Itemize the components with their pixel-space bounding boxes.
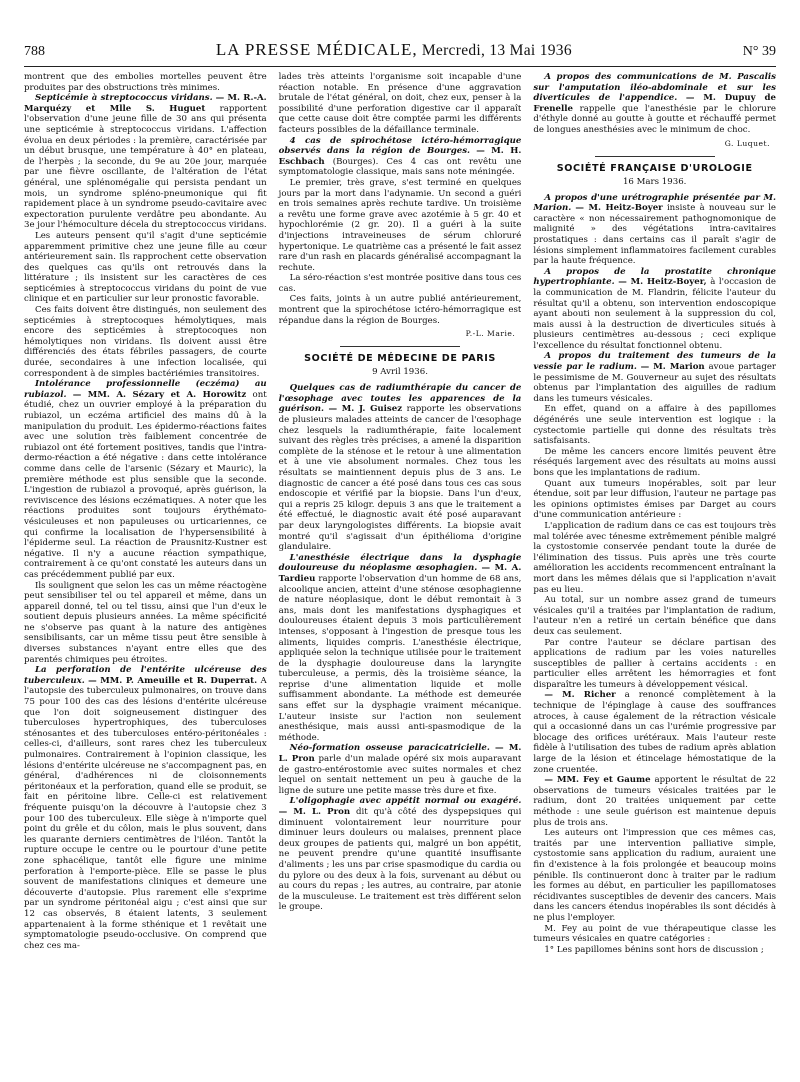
- abstract-heading: [24, 379, 267, 580]
- abstract-title: Quelques cas de radiumthérapie du cancer de l'œsophage avec toutes les apparences de la guérison.: [278, 383, 522, 415]
- abstract-text: ont étudié, chez un ouvrier employé à la préparation du rubiazol, un eczéma artificiel des mains dû à la manipulation du produit. Les épidermo-réactions faites avec une solution très faiblement concentrée de rubiazol ont été fortement positives, tandis que l'intra-dermo-réaction a été négative : dans cette intolérance comme dans celle de l'arsenic (Sézary et Mauric), la première méthode est plus sensible que la seconde. L'ingestion de rubiazol a provoqué, après guérison, la reviviscence des lésions eczématiques. A noter que les réactions produites sont toujours érythémato-vésiculeuses et non papuleuses ou urticariennes, ce qui confirme la localisation de l'hypersensibilité à l'épiderme seul. La réaction de Prausnitz-Kustner est négative. Il n'y a aucune réaction sympathique, contrairement à ce qu'ont constaté les auteurs dans un cas précédemment publié par eux.: [24, 389, 267, 580]
- abstract-text: parle d'un malade opéré six mois auparavant de gastro-entérostomie avec suites normales et chez lequel on sentait nettement un peu à gauche de la ligne de suture une petite masse très dure et fixe.: [278, 754, 522, 796]
- abstract-heading: [533, 351, 776, 404]
- abstract-heading: [24, 665, 267, 951]
- abstract-heading: [279, 743, 522, 796]
- abstract-authors: — MM. P. Ameuille et R. Duperrat.: [88, 675, 258, 686]
- society-title: SOCIÉTÉ FRANÇAISE D'UROLOGIE: [556, 162, 753, 174]
- abstract-authors: — M. L. Pron: [278, 807, 351, 817]
- abstract-authors: — M. Richer: [544, 690, 616, 701]
- column-3: [531, 72, 776, 1072]
- society-date: 16 Mars 1936.: [622, 176, 687, 187]
- text-columns: [24, 72, 776, 1072]
- abstract-authors: — MM. A. Sézary et A. Horowitz: [72, 389, 247, 400]
- paragraph: Au total, sur un nombre assez grand de tumeurs vésicales qu'il a traitées par l'implantation de radium, l'auteur n'en a retiré un certain bénéfice que dans deux cas seulement.: [533, 595, 777, 637]
- abstract-text: avoue partager le pessimisme de M. Gouverneur au sujet des résultats obtenus par l'implantation des aiguilles de radium dans les tumeurs vésicales.: [533, 362, 777, 404]
- abstract-authors: — M. R.-A. Marquézy et Mlle S. Huguet: [24, 93, 267, 114]
- abstract-title: Septicémie à streptococcus viridans.: [35, 93, 213, 104]
- page-header: [24, 40, 776, 67]
- abstract-text: rapportent l'observation d'une jeune fille de 30 ans qui présenta une septicémie à streptococcus viridans. L'affection évolua en deux périodes : la première, caractérisée par un début brusque, une température à 40° en plateau, de l'herpès ; la seconde, du 9e au 20e jour, marquée par une fièvre oscillante, de l'altération de l'état général, une splénomégalie qui persista pendant un mois, un syndrome spléno-pneumonique qui fit rapidement place à un syndrome pseudo-cavitaire avec expectoration purulente verdâtre peu abondante. Au 3e jour l'hémoculture décela du streptococcus viridans.: [24, 103, 267, 231]
- abstract-authors: — M. Heitz-Boyer,: [618, 277, 707, 288]
- section-divider: [595, 156, 715, 157]
- paragraph: Le premier, très grave, s'est terminé en quelques jours par la mort dans l'adynamie. Un second a guéri en trois semaines après rechute tardive. Un troisième a revêtu une forme grave avec azotémie à 5 gr. 40 et hypochlorémie (2 gr. 20). Il a guéri à la suite d'injections intraveineuses de sérum chloruré hypertonique. Le quatrième cas a présenté le fait assez rare d'un rash en placards généralisé accompagnant la rechute.: [278, 177, 522, 273]
- abstract-title: Néo-formation osseuse paracicatricielle.: [289, 743, 490, 754]
- abstract-authors: — M. L. Pron: [278, 743, 522, 765]
- paragraph: Quant aux tumeurs inopérables, soit par leur étendue, soit par leur diffusion, l'auteur ne partage pas les opinions optimistes émises par Darget au cours d'une communication antérieure :: [533, 478, 777, 521]
- abstract-title: A propos des communications de M. Pascalis sur l'amputation iléo-abdominale et sur les diverticules de l'appendice.: [533, 72, 777, 104]
- abstract-authors: — M. Heitz-Boyer: [575, 203, 663, 214]
- abstract-heading: [279, 796, 522, 913]
- abstract-heading: [24, 93, 267, 231]
- paragraph: Les auteurs ont l'impression que ces mêmes cas, traités par une intervention palliative simple, cystostomie sans application du radium, auraient une fin d'existence à la fois prolongée et beaucoup moins pénible. Ils continueront donc à traiter par le radium les formes au début, en particulier les papillomatoses récidivantes susceptibles de devenir des cancers. Mais dans les cancers étendus inopérables ils sont décidés à ne plus l'employer.: [533, 828, 777, 923]
- running-title: [216, 40, 572, 60]
- abstract-text: rapporte les observations de plusieurs malades atteints de cancer de l'œsophage chez lesquels la radiumthérapie, faite localement suivant des règles très précises, a amené la disparition complète de la sténose et le retour à une alimentation et à une vie absolument normales. Chez tous les résultats se maintiennent depuis plus de 3 ans. Le diagnostic de cancer a été posé dans tous ces cas sous endoscopie et vérifié par la biopsie. Dans l'un d'eux, qui a repris 25 kilogr. depuis 3 ans que le traitement a été effectué, le diagnostic avait été posé auparavant par deux laryngologistes différents. La biopsie avait montré qu'il s'agissait d'un épithélioma d'origine glandulaire.: [278, 404, 522, 553]
- paragraph: [533, 775, 776, 828]
- signature: P.-L. Marie.: [465, 329, 516, 339]
- society-date: 9 Avril 1936.: [372, 367, 428, 378]
- column-1: [24, 72, 267, 1072]
- abstract-text: (Bourges). Ces 4 cas ont revêtu une symptomatologie classique, mais sans note méningée.: [278, 156, 522, 178]
- paragraph: Ils soulignent que selon les cas un même réactogène peut sensibiliser tel ou tel appareil et même, dans un appareil donné, tel ou tel tissu, ainsi que l'un d'eux le soutient depuis plusieurs années. La même spécificité ne s'observe pas quant à la nature des antigènes sensibilisants, car un même tissu peut être sensible à diverses substances n'ayant entre elles que des parentés chimiques peu étroites.: [24, 580, 267, 665]
- abstract-text: A l'autopsie des tuberculeux pulmonaires, on trouve dans 75 pour 100 des cas des lésions d'entérite ulcéreuse que l'on doit soigneusement distinguer des tuberculoses hypertrophiques, des tuberculoses sténosantes et des tuberculoses entéro-péritonéales : celles-ci, d'ailleurs, sont rares chez les tuberculeux pulmonaires. Contrairement à l'opinion classique, les lésions d'entérite ulcéreuse ne s'accompagnent pas, en général, d'adhérences ni de cloisonnements péritonéaux et la perforation, quand elle se produit, se fait en péritoine libre. Celle-ci est relativement fréquente puisqu'on la découvre à l'autopsie chez 3 pour 100 des tuberculeux. Elle siège à n'importe quel point du grêle et du côlon, mais le plus souvent, dans les quarante derniers centimètres de l'iléon. Tantôt la rupture occupe le centre ou le pourtour d'une petite zone sphacélique, tantôt elle figure une minime perforation à l'emporte-pièce. Elle se passe le plus souvent de manifestations cliniques et demeure une découverte d'autopsie. Plus rarement elle s'exprime par un syndrome péritonéal aigu ; c'est ainsi que sur 12 cas observés, 8 étaient latents, 3 seulement appartenaient à la forme sthénique et 1 revêtait une symptomatologie pseudo-occlusive. On comprend que chez ces ma-: [24, 675, 267, 951]
- abstract-title: La perforation de l'entérite ulcéreuse des tuberculeux.: [24, 665, 267, 686]
- paragraph: [533, 690, 776, 775]
- signature: G. Luquet.: [724, 138, 771, 148]
- paragraph: Ces faits, joints à un autre publié antérieurement, montrent que la spirochétose ictéro-hémorragique est répandue dans la région de Bourges.: [278, 294, 522, 326]
- abstract-title: 4 cas de spirochétose ictéro-hémorragique observés dans la région de Bourges.: [278, 135, 522, 157]
- paragraph: Les auteurs pensent qu'il s'agit d'une septicémie apparemment primitive chez une jeune fille au cœur antérieurement sain. Ils rapprochent cette observation des quelques cas qu'ils ont retrouvés dans la littérature ; ils insistent sur les caractères de ces septicémies à streptococcus viridans du point de vue clinique et en particulier sur leur pronostic favorable.: [24, 230, 267, 305]
- abstract-authors: — M. J. Guisez: [328, 404, 403, 415]
- paragraph: M. Fey au point de vue thérapeutique classe les tumeurs vésicales en quatre catégories :: [533, 923, 777, 945]
- abstract-authors: — M. H. Eschbach: [278, 146, 522, 167]
- abstract-heading: [533, 267, 776, 352]
- paragraph: En effet, quand on a affaire à des papillomes dégénérés une seule intervention est logique : la cystectomie partielle qui donne des résultats très satisfaisants.: [533, 404, 777, 447]
- abstract-title: L'oligophagie avec appétit normal ou exagéré.: [289, 796, 522, 807]
- abstract-text: a renoncé complètement à la technique de l'épinglage à cause des souffrances atroces, à cause également de la rétraction vésicale qui a occasionné dans un cas l'urémie progressive par blocage des orifices urétéraux. Mais l'auteur reste fidèle à l'utilisation des tubes de radium après ablation large de la lésion et étincelage hémostatique de la zone cruentée.: [533, 690, 777, 775]
- abstract-heading: [533, 72, 776, 136]
- abstract-authors: — M. A. Tardieu: [278, 563, 522, 584]
- paragraph: lades très atteints l'organisme soit incapable d'une réaction notable. En présence d'une aggravation brutale de l'état général, on doit, chez eux, penser à la possibilité d'une perforation digestive car il apparaît que cette cause doit être comptée parmi les différents facteurs possibles de la défaillance terminale.: [278, 72, 522, 135]
- abstract-title: Intolérance professionnelle (eczéma) au rubiazol.: [24, 379, 267, 400]
- abstract-authors: — M. Marion: [640, 362, 705, 373]
- abstract-title: A propos de la prostatite chronique hypertrophiante.: [533, 266, 777, 288]
- abstract-heading: [279, 136, 522, 178]
- abstract-text: rappelle que l'anesthésie par le chlorure d'éthyle donné au goutte à goutte et réchauffé permet de longues anesthésies avec le minimum de choc.: [533, 103, 777, 135]
- abstract-title: A propos d'une urétrographie présentée par M. Marion.: [533, 192, 777, 214]
- abstract-text: insiste à nouveau sur le caractère « non nécessairement pathognomonique de malignité » des végétations intra-cavitaires prostatiques : dans certains cas il paraît s'agir de lésions simplement inflammatoires facilement curables par la haute fréquence.: [533, 203, 777, 267]
- society-title: SOCIÉTÉ DE MÉDECINE DE PARIS: [304, 353, 496, 365]
- abstract-heading: [279, 383, 522, 553]
- abstract-heading: [533, 193, 776, 267]
- abstract-text: rapporte l'observation d'un homme de 68 ans, alcoolique ancien, atteint d'une sténose œsophagienne de nature néoplasique, dont le début remontait à 3 ans, mais dont les manifestations dysphagiques et douloureuses étaient depuis 3 mois particulièrement intenses, s'opposant à l'ingestion de presque tous les aliments, liquides compris. L'anesthésie électrique, appliquée selon la technique utilisée pour le traitement de la dysphagie douloureuse dans la laryngite tuberculeuse, a permis, dès la troisième séance, la reprise d'une alimentation liquide et molle suffisamment abondante. La méthode est demeurée sans effet sur la dysphagie vraiment mécanique. L'auteur insiste sur l'action non seulement anesthésique, mais aussi anti-spasmodique de la méthode.: [278, 573, 522, 743]
- abstract-title: A propos du traitement des tumeurs de la vessie par le radium.: [533, 351, 777, 373]
- abstract-title: L'anesthésie électrique dans la dysphagie douloureuse du néoplasme œsophagien.: [278, 552, 522, 574]
- abstract-authors: — MM. Fey et Gaume: [544, 775, 651, 786]
- abstract-text: dit qu'à côté des dyspepsiques qui diminuent volontairement leur nourriture pour diminuer leurs douleurs ou malaises, prennent place deux groupes de patients qui, malgré un bon appétit, ne peuvent prendre qu'une quantité insuffisante d'aliments ; les uns par crise spasmodique du cardia ou du pylore ou des deux à la fois, survenant au début ou au cours du repas ; les autres, au contraire, par atonie de la musculeuse. Le traitement est très différent selon le groupe.: [278, 807, 522, 913]
- paragraph: L'application de radium dans ce cas est toujours très mal tolérée avec ténesme extrêmement pénible malgré la cystostomie conservée pendant toute la durée de l'élimination des tissus. Puis après une très courte amélioration les accidents recommencent entraînant la mort dans les mêmes délais que si l'application n'avait pas eu lieu.: [533, 520, 777, 595]
- issue-number: N° 39: [742, 44, 776, 59]
- paragraph: montrent que des embolies mortelles peuvent être produites par des obstructions très minimes.: [24, 72, 267, 93]
- paragraph: 1° Les papillomes bénins sont hors de discussion ;: [544, 944, 764, 955]
- abstract-heading: [279, 553, 522, 744]
- paragraph: Par contre l'auteur se déclare partisan des applications de radium par les voies naturelles susceptibles de pallier à certains accidents : en particulier elles arrêtent les hémorragies et font disparaître les tumeurs à développement vésical.: [533, 637, 777, 690]
- abstract-authors: — M. Dupuy de Frenelle: [533, 93, 777, 114]
- column-2: [277, 72, 522, 1072]
- paragraph: De même les cancers encore limités peuvent être réséqués largement avec des résultats au moins aussi bons que les implantations de radium.: [533, 446, 777, 478]
- page-number: 788: [24, 44, 45, 59]
- abstract-text: à l'occasion de la communication de M. Flandrin, félicite l'auteur du résultat qu'il a obtenu, son intervention endoscopique ayant abouti non seulement à la suppression du col, mais aussi à la destruction de diverticules situés à plusieurs centimètres au-dessous ; ceci explique l'excellence du résultat fonctionnel obtenu.: [533, 277, 777, 351]
- issue-date: Mercredi, 13 Mai 1936: [421, 42, 572, 59]
- paragraph: La séro-réaction s'est montrée positive dans tous ces cas.: [278, 273, 522, 294]
- publication-name: LA PRESSE MÉDICALE,: [215, 40, 418, 59]
- paragraph: Ces faits doivent être distingués, non seulement des septicémies à streptocoques hémolytiques, mais encore des septicémies à streptocoques non hémolytiques non viridans. Ils doivent aussi être différenciés des états fébriles passagers, de courte durée, secondaires à une infection localisée, qui correspondent à de simples bactériémies transitoires.: [24, 305, 267, 379]
- abstract-text: apportent le résultat de 22 observations de tumeurs vésicales traitées par le radium, dont 20 traitées uniquement par cette méthode : une seule guérison est maintenue depuis plus de trois ans.: [533, 775, 777, 828]
- section-divider: [340, 346, 460, 347]
